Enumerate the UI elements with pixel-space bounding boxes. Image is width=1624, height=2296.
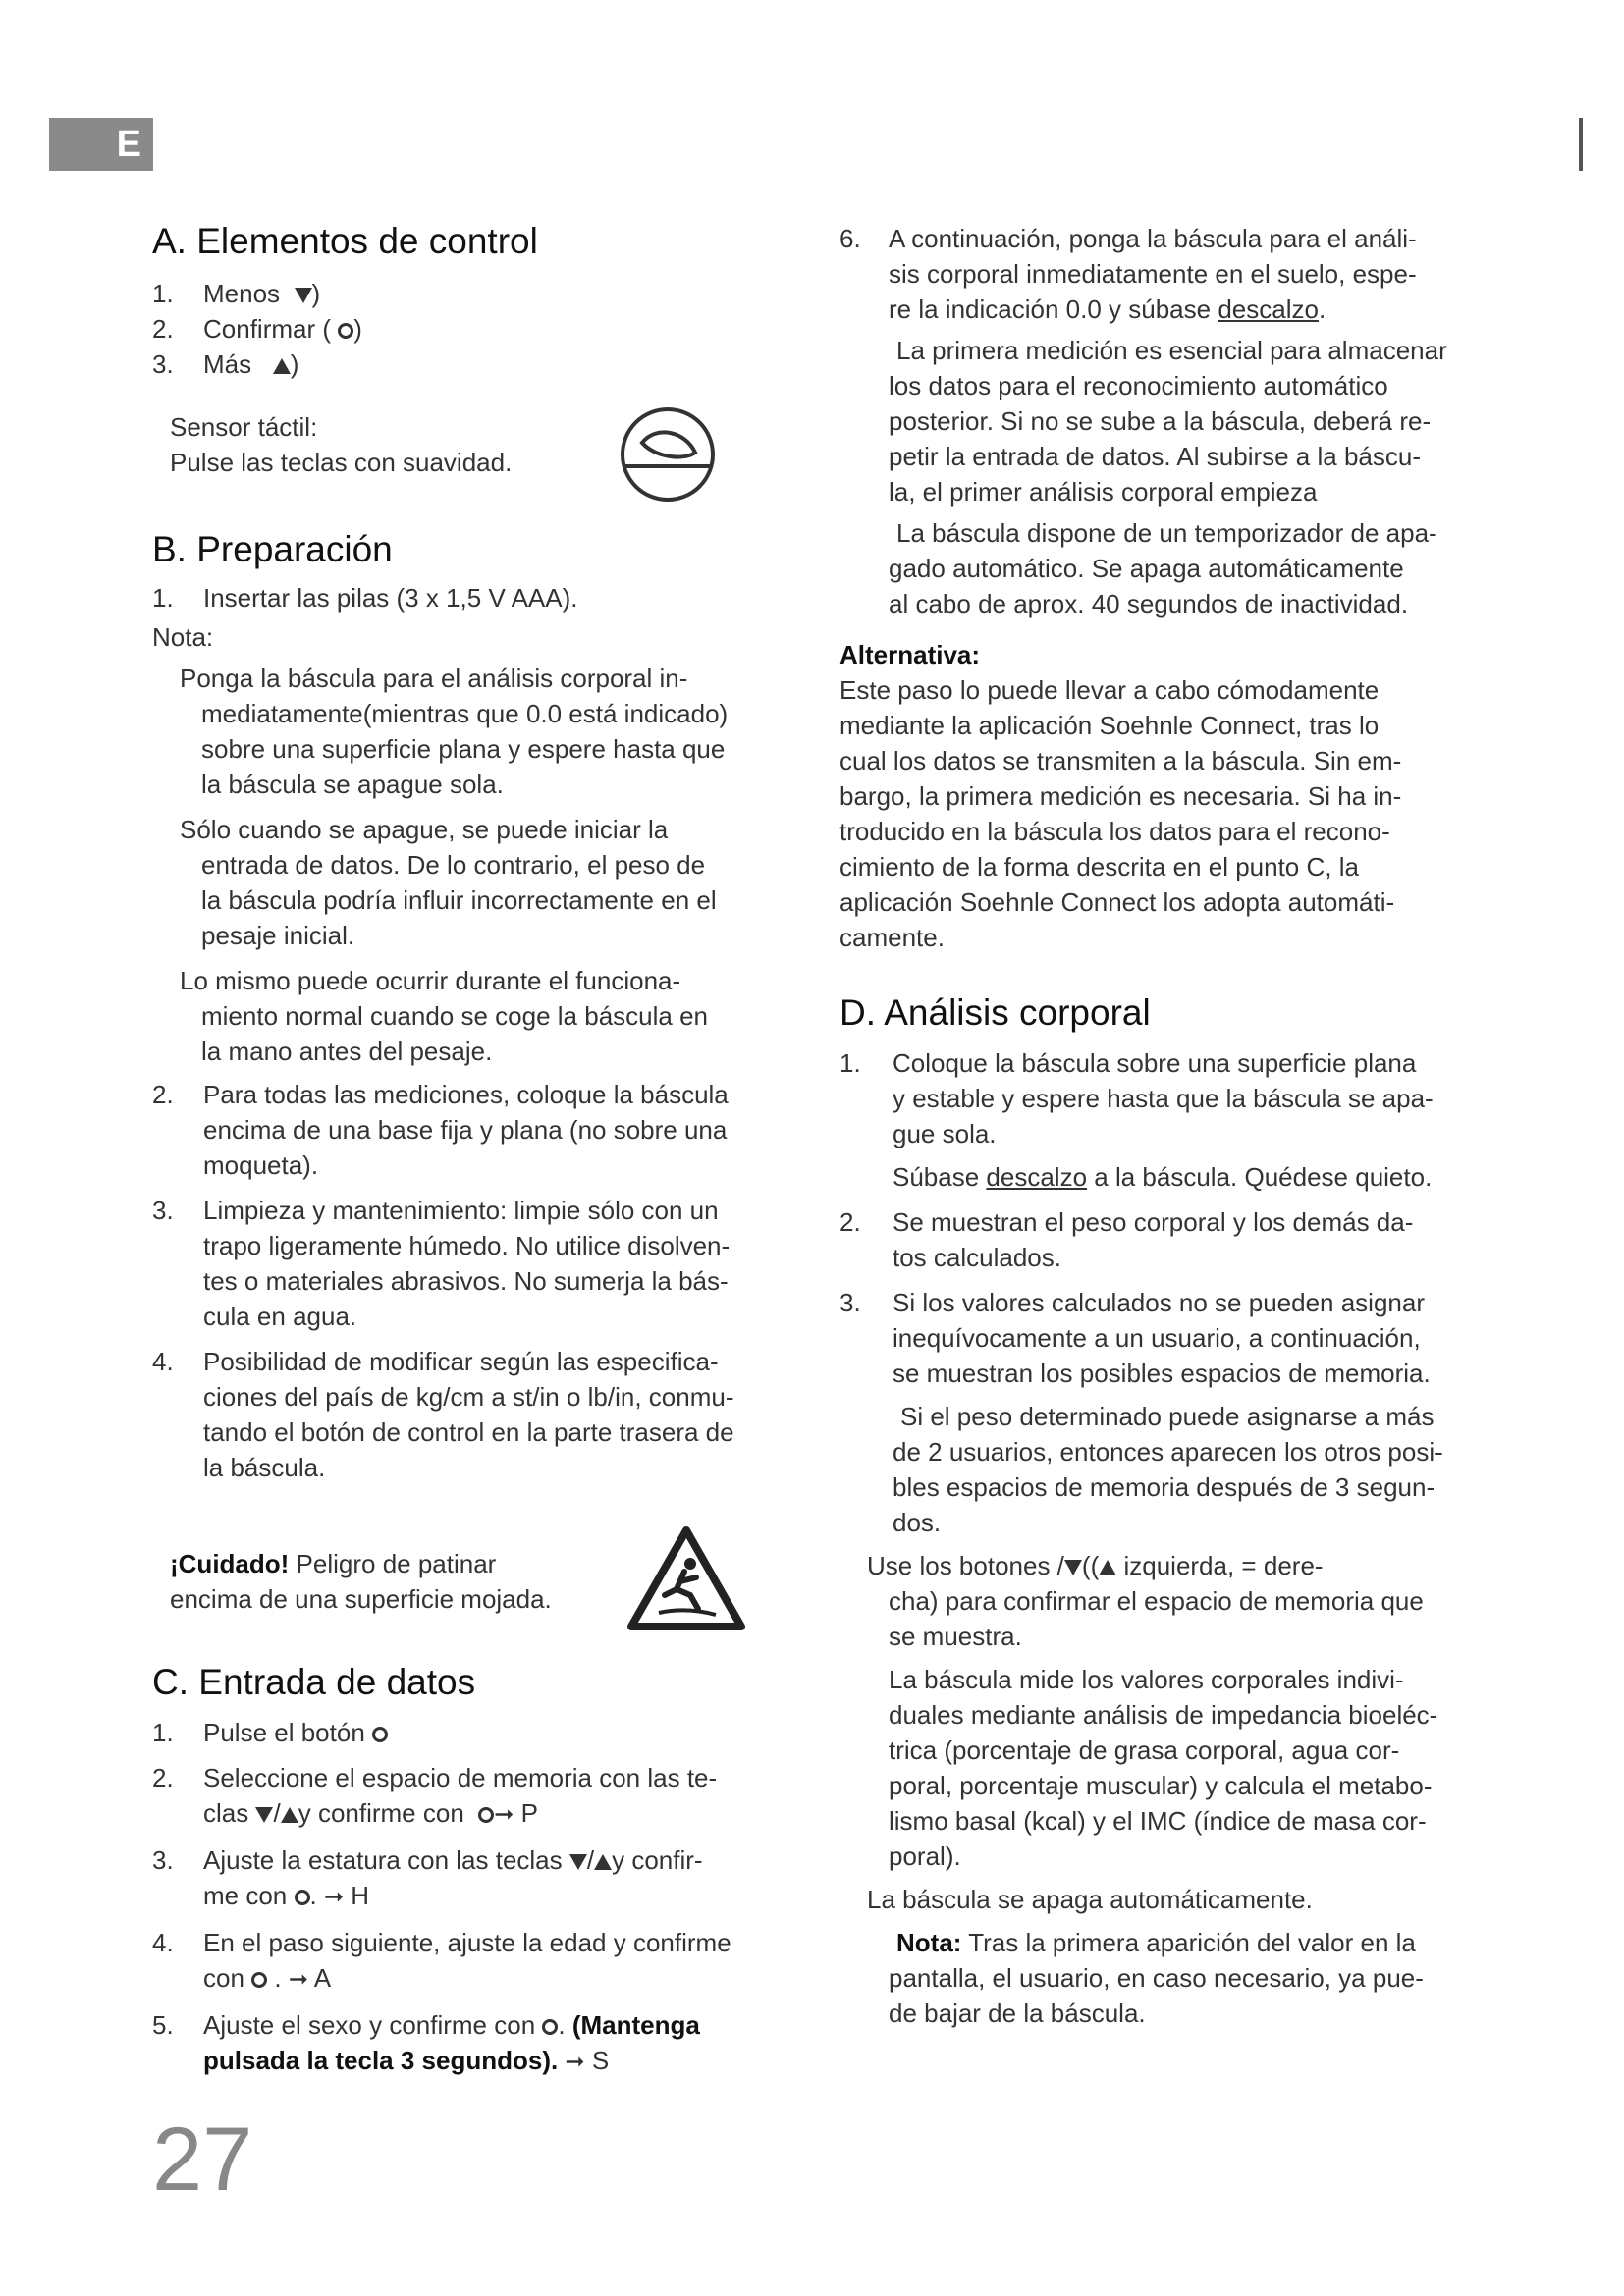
touch-sensor-hint: Pulse las teclas con suavidad. — [170, 448, 513, 477]
section-a-title: A. Elementos de control — [152, 221, 538, 261]
note-paragraph-2: Sólo cuando se apague, se puede iniciar la entrada de datos. De lo contrario, el peso de la báscula podría influir incorrectamente en el pesaje inicial. — [180, 815, 717, 950]
triangle-down-icon — [255, 1807, 273, 1823]
circle-icon — [372, 1727, 388, 1742]
triangle-down-icon — [1064, 1560, 1082, 1575]
touch-sensor-label: Sensor táctil: — [170, 412, 318, 442]
auto-off-paragraph: La báscula dispone de un temporizador de apa- gado automático. Se apaga automáticamente al cabo de aprox. 40 segundos de inactividad. — [889, 518, 1437, 618]
final-note-paragraph: Nota: Tras la primera aparición del valor en la pantalla, el usuario, en caso necesario, ya pue- de bajar de la báscula. — [889, 1928, 1424, 2028]
input-item-4: 4. En el paso siguiente, ajuste la edad y confirme con . ➞ A — [152, 1925, 800, 1998]
input-item-3: 3. Ajuste la estatura con las teclas / y confir- me con . ➞ H — [152, 1842, 800, 1915]
circle-icon — [542, 2019, 558, 2035]
impedance-paragraph: La báscula mide los valores corporales indivi- duales mediante análisis de impedancia bioeléc- trica (porcentaje de grasa corporal, agua cor- poral, porcentaje muscular) y calcula el metabo- lismo basal (kcal) y el IMC (índice de masa cor- poral). — [889, 1665, 1438, 1871]
analysis-item-3: 3. Si los valores calculados no se pueden asignar inequívocamente a un usuario, a continuación, se muestran los posibles espacios de memoria. — [839, 1288, 1431, 1388]
circle-icon — [251, 1972, 267, 1988]
first-measurement-paragraph: La primera medición es esencial para almacenar los datos para el reconocimiento automático posterior. Si no se sube a la báscula, deberá re- petir la entrada de datos. Al subirse a la báscu- la, el primer análisis corporal empieza — [889, 336, 1447, 507]
alternative-title: Alternativa: — [839, 640, 981, 669]
use-buttons-paragraph: Use los botones / (( izquierda, = dere- cha) para confirmar el espacio de memoria que se muestra. — [867, 1551, 1424, 1651]
multi-user-paragraph: Si el peso determinado puede asignarse a más de 2 usuarios, entonces aparecen los otros posi- bles espacios de memoria después de 3 segun- dos. — [893, 1402, 1443, 1537]
control-item-confirm: 2. Confirmar ( ) — [152, 314, 362, 344]
note-paragraph-3: Lo mismo puede ocurrir durante el funciona- miento normal cuando se coge la báscula en la mano antes del pesaje. — [180, 966, 708, 1066]
auto-off-note: La báscula se apaga automáticamente. — [867, 1885, 1313, 1914]
left-column — [152, 221, 800, 2080]
circle-icon — [295, 1890, 310, 1905]
triangle-up-icon — [281, 1807, 298, 1823]
control-item-plus: 3. Más ) — [152, 349, 299, 379]
note-paragraph-1: Ponga la báscula para el análisis corporal in- mediatamente(mientras que 0.0 está indicado) sobre una superficie plana y espere hasta que la báscula se apague sola. — [180, 664, 729, 799]
input-item-6: 6. A continuación, ponga la báscula para el análi- sis corporal inmediatamente en el suelo, espe- re la indicación 0.0 y súbase descalzo. — [839, 224, 1417, 324]
input-item-5: 5. Ajuste el sexo y confirme con . (Mantenga pulsada la tecla 3 segundos). ➞ S — [152, 2007, 800, 2080]
triangle-down-icon — [569, 1854, 587, 1870]
analysis-item-2: 2. Se muestran el peso corporal y los demás da- tos calculados. — [839, 1207, 1414, 1272]
triangle-up-icon — [1099, 1560, 1116, 1575]
arrow-right-icon: ➞ — [494, 1801, 514, 1828]
arrow-right-icon: ➞ — [288, 1966, 308, 1993]
language-tab — [49, 118, 153, 171]
caution-label: ¡Cuidado! — [170, 1549, 290, 1578]
prep-item-2: 2. Para todas las mediciones, coloque la báscula encima de una base fija y plana (no sobre una moqueta). — [152, 1080, 729, 1180]
section-b-title: B. Preparación — [152, 529, 393, 569]
analysis-item-1: 1. Coloque la báscula sobre una superficie plana y estable y espere hasta que la báscula se apa- gue sola. Súbase descalzo a la báscula. Quédese quieto. — [839, 1048, 1434, 1192]
prep-item-1: 1. Insertar las pilas (3 x 1,5 V AAA). — [152, 583, 578, 613]
right-column — [839, 221, 1497, 2031]
note-label: Nota: — [152, 622, 214, 652]
triangle-up-icon — [273, 358, 291, 374]
prep-item-4: 4. Posibilidad de modificar según las especifica- ciones del país de kg/cm a st/in o lb/in, conmu- tando el botón de control en la parte trasera de la báscula. — [152, 1347, 734, 1482]
control-item-minus: 1. Menos ) — [152, 279, 321, 308]
slippery-floor-warning-icon — [625, 1524, 747, 1634]
circle-icon — [478, 1807, 494, 1823]
touch-sensor-icon — [617, 403, 719, 506]
arrow-right-icon: ➞ — [323, 1884, 345, 1910]
page-edge-marker — [1579, 118, 1583, 171]
touch-sensor-block — [152, 403, 800, 511]
circle-icon — [338, 323, 353, 339]
input-item-2: 2. Seleccione el espacio de memoria con las te- clas / y confirme con ➞ P — [152, 1760, 800, 1833]
triangle-up-icon — [594, 1854, 612, 1870]
caution-block: ¡Cuidado! Peligro de patinar encima de una superficie mojada. — [152, 1524, 800, 1638]
prep-item-3: 3. Limpieza y mantenimiento: limpie sólo con un trapo ligeramente húmedo. No utilice disolven- tes o materiales abrasivos. No sumerja la bás- cula en agua. — [152, 1196, 731, 1331]
section-d-title: D. Análisis corporal — [839, 992, 1151, 1033]
triangle-down-icon — [295, 288, 312, 303]
input-item-1: 1. Pulse el botón — [152, 1715, 800, 1750]
language-code: E — [116, 124, 141, 165]
page-number: 27 — [152, 2109, 253, 2210]
arrow-right-icon: ➞ — [565, 2049, 585, 2075]
alternative-paragraph: Este paso lo puede llevar a cabo cómodamente mediante la aplicación Soehnle Connect, tras lo cual los datos se transmiten a la báscula. Sin em- bargo, la primera medición es necesaria. Si ha in- troducido en la báscula los datos para el recono- cimiento de la forma descrita en el punto C, la aplicación Soehnle Connect los adopta automáti- camente. — [839, 675, 1402, 952]
section-c-title: C. Entrada de datos — [152, 1662, 476, 1702]
